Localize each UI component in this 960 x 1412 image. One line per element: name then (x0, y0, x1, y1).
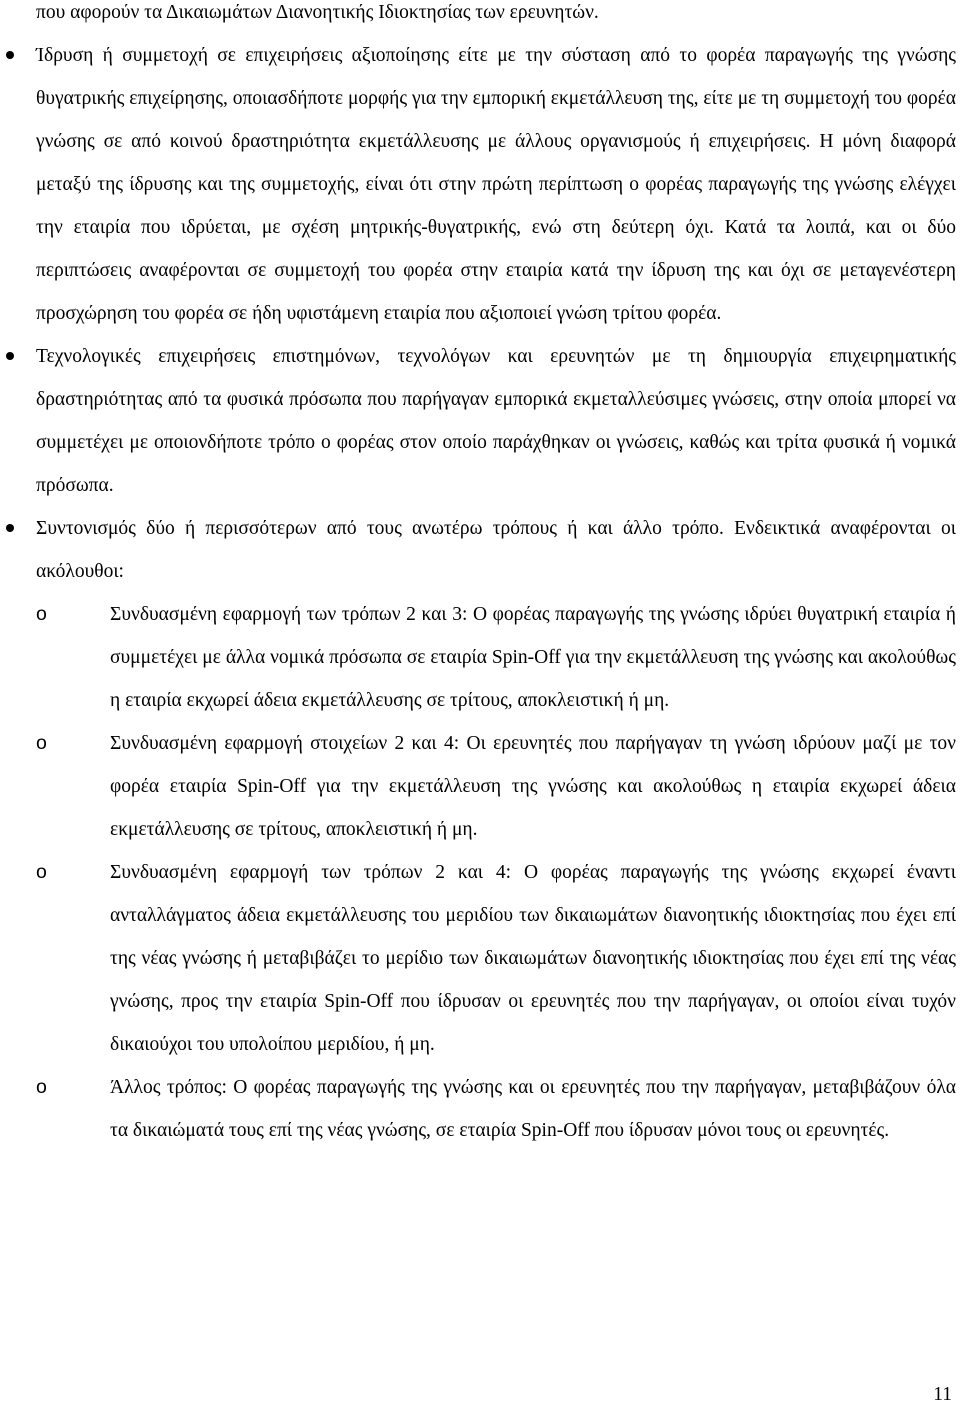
bullet-icon (5, 507, 15, 550)
sub-bullet-icon: o (36, 1076, 47, 1098)
sub-item-text: Συνδυασμένη εφαρμογή στοιχείων 2 και 4: Οι ερευνητές που παρήγαγαν τη γνώση ιδρύουν μαζί με τον φορέα εταιρία Spin-Off για την εκμετάλλευση της γνώσης και ακολούθως η εταιρία εκχωρεί άδεια εκμετάλλευσης σε τρίτους, αποκλειστική ή μη. (110, 733, 956, 840)
sub-bullet-icon: o (36, 603, 47, 625)
sub-item-2 (36, 722, 956, 851)
bullet-text: Τεχνολογικές επιχειρήσεις επιστημόνων, τεχνολόγων και ερευνητών με τη δημιουργία επιχειρηματικής δραστηριότητας από τα φυσικά πρόσωπα που παρήγαγαν εμπορικά εκμεταλλεύσιμες γνώσεις, στην οποία μπορεί να συμμετέχει με οποιονδήποτε τρόπο ο φορέας στον οποίο παράχθηκαν οι γνώσεις, καθώς και τρίτα φυσικά ή νομικά πρόσωπα. (36, 346, 956, 496)
page-number: 11 (933, 1384, 952, 1405)
sub-item-text: Συνδυασμένη εφαρμογή των τρόπων 2 και 4: Ο φορέας παραγωγής της γνώσης εκχωρεί έναντι ανταλλάγματος άδεια εκμετάλλευσης του μεριδίου των δικαιωμάτων διανοητικής ιδιοκτησίας που έχει επί της νέας γνώσης ή μεταβιβάζει το μερίδιο των δικαιωμάτων διανοητικής ιδιοκτησίας που έχει επί της νέας γνώσης, προς την εταιρία Spin-Off που ίδρυσαν οι ερευνητές που την παρήγαγαν, οι οποίοι είναι τυχόν δικαιούχοι του υπολοίπου μεριδίου, ή μη. (110, 862, 956, 1055)
bullet-text: Ίδρυση ή συμμετοχή σε επιχειρήσεις αξιοποίησης είτε με την σύσταση από το φορέα παραγωγής της γνώσης θυγατρικής επιχείρησης, οποιασδήποτε μορφής για την εμπορική εκμετάλλευση της, είτε με τη συμμετοχή του φορέα γνώσης σε από κοινού δραστηριότητα εκμετάλλευσης με άλλους οργανισμούς ή επιχειρήσεις. Η μόνη διαφορά μεταξύ της ίδρυσης και της συμμετοχής, είναι ότι στην πρώτη περίπτωση ο φορέας παραγωγής της γνώσης ελέγχει την εταιρία που ιδρύεται, με σχέση μητρικής-θυγατρικής, ενώ στη δεύτερη όχι. Κατά τα λοιπά, και οι δύο περιπτώσεις αναφέρονται σε συμμετοχή του φορέα στην εταιρία κατά την ίδρυση της και όχι σε μεταγενέστερη προσχώρηση του φορέα σε ήδη υφιστάμενη εταιρία που αξιοποιεί γνώση τρίτου φορέα. (36, 45, 956, 324)
sub-bullet-icon: o (36, 861, 47, 883)
document-body (36, 0, 956, 1152)
sub-item-1 (36, 593, 956, 722)
sub-bullet-icon: o (36, 732, 47, 754)
sub-item-3 (36, 851, 956, 1066)
intro-paragraph: που αφορούν τα Δικαιωμάτων Διανοητικής Ιδιοκτησίας των ερευνητών. (36, 2, 599, 23)
sub-item-4 (36, 1066, 956, 1152)
bullet-icon (5, 335, 15, 378)
bullet-item-3 (36, 507, 956, 593)
sub-item-text: Συνδυασμένη εφαρμογή των τρόπων 2 και 3: Ο φορέας παραγωγής της γνώσης ιδρύει θυγατρική εταιρία ή συμμετέχει με άλλα νομικά πρόσωπα σε εταιρία Spin-Off για την εκμετάλλευση της γνώσης και ακολούθως η εταιρία εκχωρεί άδεια εκμετάλλευσης σε τρίτους, αποκλειστική ή μη. (110, 604, 956, 711)
bullet-item-2 (36, 335, 956, 507)
bullet-item-1 (36, 34, 956, 335)
sub-list (36, 593, 956, 1152)
bullet-text: Συντονισμός δύο ή περισσότερων από τους ανωτέρω τρόπους ή και άλλο τρόπο. Ενδεικτικά αναφέρονται οι ακόλουθοι: (36, 518, 956, 582)
bullet-icon (5, 34, 15, 77)
sub-item-text: Άλλος τρόπος: Ο φορέας παραγωγής της γνώσης και οι ερευνητές που την παρήγαγαν, μεταβιβάζουν όλα τα δικαιώματά τους επί της νέας γνώσης, σε εταιρία Spin-Off που ίδρυσαν μόνοι τους οι ερευνητές. (110, 1077, 956, 1141)
